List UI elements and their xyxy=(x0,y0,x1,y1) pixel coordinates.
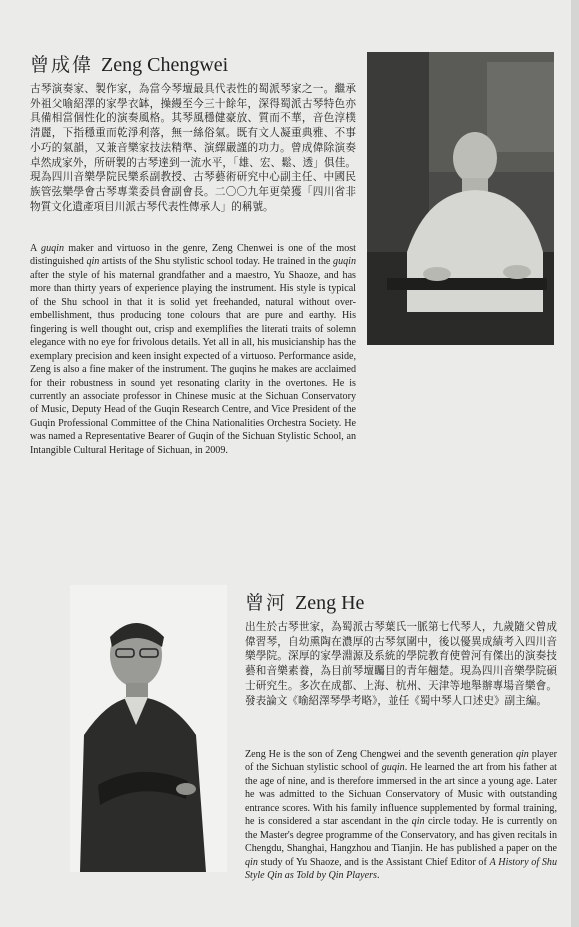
text-run: artists of the Shu stylistic school today. He trained in the xyxy=(99,256,334,268)
performer-name-english: Zeng Chengwei xyxy=(101,54,229,76)
italic-term: qin xyxy=(411,816,425,828)
bio-english-zeng-he xyxy=(245,748,557,883)
italic-term: qin xyxy=(86,256,100,268)
text-run: Zeng He is the son of Zeng Chengwei and the seventh generation xyxy=(245,749,516,760)
bio-english-zeng-chengwei xyxy=(30,242,356,457)
photo-zeng-he xyxy=(70,585,227,872)
performer-name-english: Zeng He xyxy=(295,592,365,614)
text-run: circle today. He is currently on the Master's degree programme of the Conservatory, and has given recitals in Chengdu, Shanghai, Hangzhou and Tianjin. He has published a paper on the xyxy=(245,816,557,855)
bio-chinese-zeng-chengwei: 古琴演奏家、製作家，為當今琴壇最具代表性的蜀派琴家之一。繼承外祖父喻紹澤的家學衣缽，操縵至今三十餘年，深得蜀派古琴特色亦具備相當個性化的演奏風格。其琴風穩健豪放、質而不華，音色淳樸清麗，下指穩重而乾淨利落，無一絲俗氣。既有文人凝重典雅、不事小巧的氣韻，又兼音樂家技法精準、演繹嚴謹的功力。曾成偉除演奏卓然成家外，所研製的古琴達到一流水平，「雄、宏、鬆、透」俱佳。現為四川音樂學院民樂系副教授、古琴藝術研究中心副主任、中國民族管弦樂學會古琴專業委員會副會長。二〇〇九年更榮獲「四川省非物質文化遺產項目川派古琴代表性傳承人」的稱號。 xyxy=(30,83,356,213)
text-run: study of Yu Shaoze, and is the Assistant Chief Editor of xyxy=(257,856,490,868)
text-run: maker and virtuoso in the genre, Zeng Chenwei is one of the most distinguished xyxy=(30,243,356,268)
photo-zeng-chengwei xyxy=(367,52,554,345)
italic-term: qin xyxy=(515,749,529,760)
italic-term: guqin xyxy=(333,256,357,268)
performer-heading-zeng-he xyxy=(245,588,364,615)
italic-term: qin xyxy=(245,856,258,868)
page-edge xyxy=(571,0,579,927)
performer-name-chinese: 曾河 xyxy=(245,592,288,614)
text-run: after the style of his maternal grandfather and a maestro, Yu Shaoze, and has more than thirty years of experience playing the instrument. His style is typical of the Shu school in that it is solid yet freehanded, natural without over-embellishment, thus producing tone colours that are pure and earthy. His fingering is well thought out, crisp and exemplifies the literati traits of solemn elegance with no eye for frivolous details. Yet all in all, his musicianship has the exemplary precision and keen insight expected of a virtuoso. Performance aside, Zeng is also a fine maker of the instrument. The guqins he makes are acclaimed for their robustness in sound yet resonating clarity in the overtones. He is currently an associate professor in Chinese music at the Sichuan Conservatory of Music, Deputy Head of the Guqin Research Centre, and Vice President of the Guqin Professional Committee of the China Nationalities Orchestra Society. He was named a Representative Bearer of Guqin of the Sichuan Stylistic School, an Intangible Cultural Heritage of Sichuan, in 2009. xyxy=(30,269,356,456)
bio-chinese-zeng-he: 出生於古琴世家，為蜀派古琴葉氏一脈第七代琴人，九歲隨父曾成偉習琴，自幼熏陶在濃厚的古琴氛圍中，後以優異成績考入四川音樂學院。深厚的家學淵源及系統的學院教育使曾河有傑出的演奏技藝和音樂素養，為目前琴壇矚目的青年翹楚。現為四川音樂學院碩士研究生。多次在成都、上海、杭州、天津等地舉辦專場音樂會。發表論文《喻紹澤琴學考略》，並任《蜀中琴人口述史》副主編。 xyxy=(245,621,557,707)
text-run: . He learned the art from his father at the age of nine, and is therefore immersed in the art since a young age. Later he was admitted to the Sichuan Conservatory of Music with outstanding entrance scores. With his family influence supplemented by formal training, he is considered a star ascendant in the xyxy=(245,762,557,828)
italic-term: guqin xyxy=(41,243,65,254)
italic-term: A History of Shu Style Qin as Told by Qin Players xyxy=(245,856,558,882)
performer-heading-zeng-chengwei xyxy=(30,50,228,77)
italic-term: guqin xyxy=(381,762,405,774)
performer-name-chinese: 曾成偉 xyxy=(30,54,94,76)
text-run: A xyxy=(30,243,42,254)
text-run: player of the Sichuan stylistic school of xyxy=(245,749,557,774)
text-run: . xyxy=(376,870,380,882)
